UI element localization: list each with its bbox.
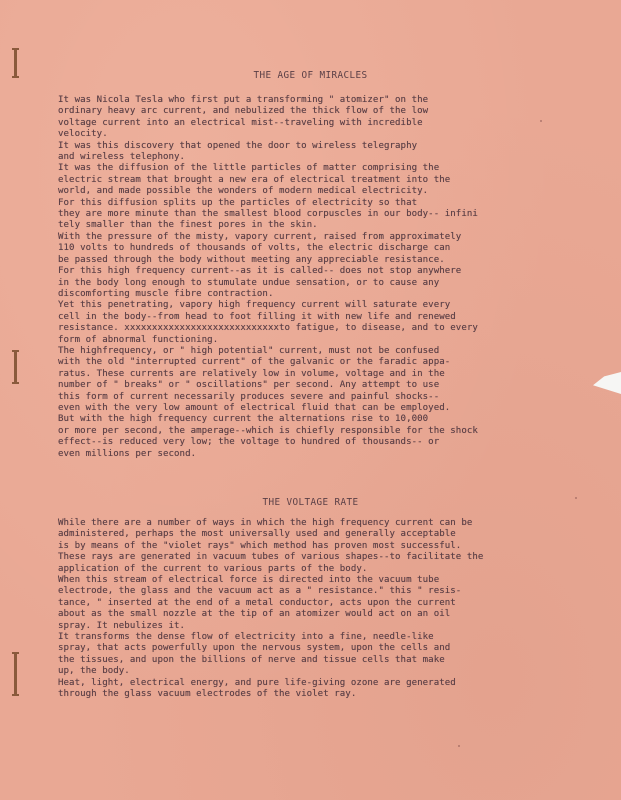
typed-line: These rays are generated in vacuum tubes of various shapes--to facilitate the (58, 552, 484, 563)
typed-line: in the body long enough to stumulate undue sensation, or to cause any (58, 277, 440, 288)
section-heading: THE VOLTAGE RATE (262, 497, 359, 508)
typed-line: Heat, light, electrical energy, and pure life-giving ozone are generated (58, 677, 456, 688)
typed-line: When this stream of electrical force is directed into the vacuum tube (58, 575, 440, 586)
paper-speck (458, 745, 460, 747)
typed-line: For this diffusion splits up the particles of electricity so that (58, 197, 418, 208)
typed-line: velocity. (58, 129, 108, 140)
typed-line: electric stream that brought a new era of electrical treatment into the (58, 174, 451, 185)
typed-line: Yet this penetrating, vapory high frequency current will saturate every (58, 300, 451, 311)
typed-line: cell in the body--from head to foot filling it with new life and renewed (58, 311, 456, 322)
typed-line: tely smaller than the finest pores in the skin. (58, 220, 318, 231)
typed-line: discomforting muscle fibre contraction. (58, 288, 274, 299)
typed-line: electrode, the glass and the vacuum act as a " resistance." this " resis- (58, 586, 462, 597)
typed-line: effect--is reduced very low; the voltage to hundred of thousands-- or (58, 437, 440, 448)
typed-line: With the pressure of the misty, vapory current, raised from approximately (58, 231, 462, 242)
typed-line: this form of current necessarily produces severe and painful shocks-- (58, 391, 440, 402)
typed-line: up, the body. (58, 666, 130, 677)
paper-speck (540, 120, 542, 122)
typed-line: administered, perhaps the most universally used and generally acceptable (58, 529, 456, 540)
typed-line: 110 volts to hundreds of thousands of volts, the electric discharge can (58, 243, 451, 254)
typed-line: voltage current into an electrical mist--traveling with incredible (58, 117, 423, 128)
typed-line: tance, " inserted at the end of a metal conductor, acts upon the current (58, 597, 456, 608)
typed-line: is by means of the "violet rays" which method has proven most successful. (58, 540, 462, 551)
typed-line: ratus. These currents are relatively low in volume, voltage and in the (58, 368, 445, 379)
typed-line: they are more minute than the smallest blood corpuscles in our body-- infini (58, 209, 478, 220)
typed-line: even millions per second. (58, 448, 197, 459)
typed-line: For this high frequency current--as it is called-- does not stop anywhere (58, 266, 462, 277)
typed-line: It was Nicola Tesla who first put a transforming " atomizer" on the (58, 95, 429, 105)
typed-line: or more per second, the amperage--which is chiefly responsible for the shock (58, 425, 478, 436)
typed-line: world, and made possible the wonders of modern medical electricity. (58, 186, 429, 197)
typed-line: the tissues, and upon the billions of nerve and tissue cells that make (58, 654, 445, 665)
typed-line: ordinary heavy arc current, and nebulized the thick flow of the low (58, 106, 429, 117)
staple-mark (14, 350, 17, 384)
section-voltage-rate (58, 518, 483, 701)
document-title: THE AGE OF MIRACLES (253, 70, 368, 81)
typed-line: through the glass vacuum electrodes of the violet ray. (58, 689, 357, 700)
typed-line: and wireless telephony. (58, 152, 186, 163)
typed-line: It was the diffusion of the little particles of matter comprising the (58, 163, 440, 174)
typed-line: resistance. xxxxxxxxxxxxxxxxxxxxxxxxxxxxto fatigue, to disease, and to every (58, 323, 478, 334)
typed-line: about as the small nozzle at the tip of an atomizer would act on an oil (58, 609, 451, 620)
typed-line: spray, that acts powerfully upon the nervous system, upon the cells and (58, 643, 451, 654)
typed-line: It was this discovery that opened the door to wireless telegraphy (58, 140, 418, 151)
typed-line: But with the high frequency current the alternations rise to 10,000 (58, 414, 429, 425)
torn-corner (593, 372, 621, 394)
typed-line: spray. It nebulizes it. (58, 620, 186, 631)
typed-line: number of " breaks" or " oscillations" per second. Any attempt to use (58, 380, 440, 391)
typed-line: The highfrequency, or " high potential" current, must not be confused (58, 345, 440, 356)
section-age-of-miracles (58, 95, 478, 460)
typed-line: form of abnormal functioning. (58, 334, 219, 345)
typed-line: While there are a number of ways in which the high frequency current can be (58, 518, 473, 528)
typed-line: application of the current to various parts of the body. (58, 563, 368, 574)
typed-line: It transforms the dense flow of electricity into a fine, needle-like (58, 632, 434, 643)
staple-mark (14, 652, 17, 696)
typed-line: be passed through the body without meeting any appreciable resistance. (58, 254, 445, 265)
typed-line: even with the very low amount of electrical fluid that can be employed. (58, 402, 451, 413)
typed-line: with the old "interrupted current" of the galvanic or the faradic appa- (58, 357, 451, 368)
